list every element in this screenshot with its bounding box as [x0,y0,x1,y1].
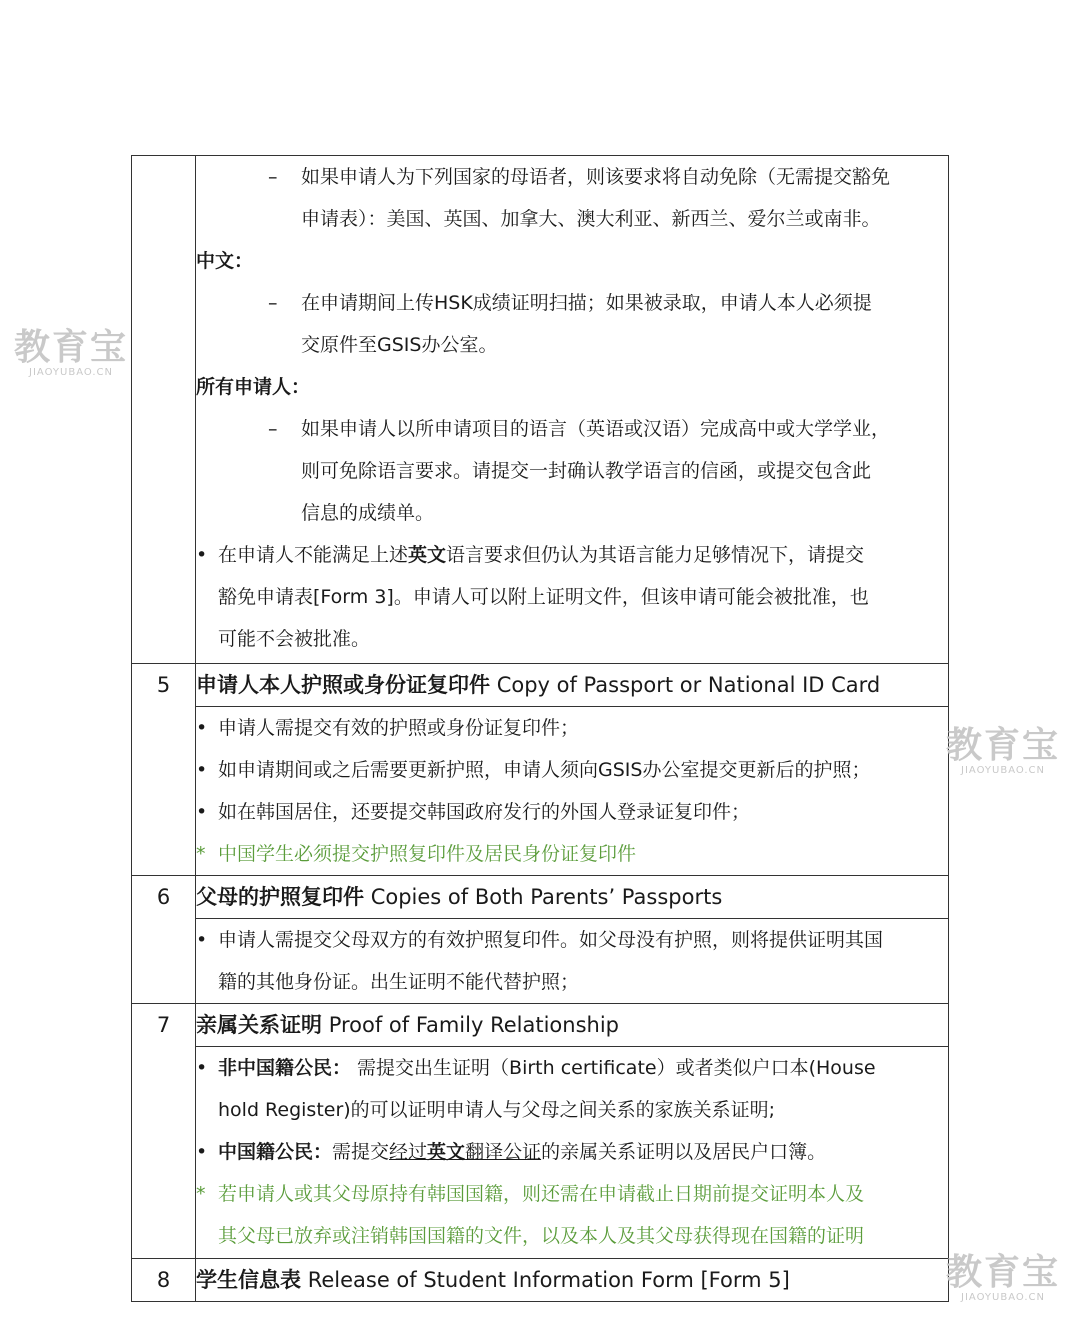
table-row-7-header [132,1004,949,1047]
non-chinese-text-1: 需提交出生证明（Birth certificate）或者类似户口本(House [351,1057,876,1079]
chinese-label: 中国籍公民： [218,1141,333,1163]
native-speaker-line [196,156,948,198]
chinese-heading: 中文： [196,250,254,272]
table-row-6-header [132,876,949,919]
chinese-text-post: 的亲属关系证明以及居民户口簿。 [541,1141,827,1163]
row-7-content [196,1047,949,1259]
row-number-6: 6 [132,876,196,1004]
list-item [196,1047,948,1089]
note-item [196,833,948,875]
table-row-6-body [132,919,949,1004]
chinese-text-1: 在申请期间上传HSK成绩证明扫描；如果被录取，申请人本人必须提 [301,292,872,314]
underlined-text-2: 翻译公证 [465,1141,542,1163]
row-7-title-cn: 亲属关系证明 [196,1013,322,1037]
list-item [196,1131,948,1173]
row-6-title [196,876,949,919]
asterisk-marker: * [196,1183,206,1205]
passport-item-3: 如在韩国居住，还要提交韩国政府发行的外国人登录证复印件； [218,801,751,823]
row-5-content [196,707,949,876]
bullet-marker: • [196,1057,208,1079]
chinese-text-pre: 需提交 [332,1141,390,1163]
table-row-4-continued [132,156,949,664]
all-text-1: 如果申请人以所申请项目的语言（英语或汉语）完成高中或大学学业， [301,418,891,440]
dash-marker: – [268,418,278,440]
row-7-title [196,1004,949,1047]
table-row-5-body [132,707,949,876]
row-5-title-cn: 申请人本人护照或身份证复印件 [196,673,490,697]
row-4-content [196,156,949,664]
watermark-url: JIAOYUBAO.CN [961,1292,1045,1303]
row-7-title-en: Proof of Family Relationship [328,1013,619,1037]
bullet-marker: • [196,1141,208,1163]
bullet-marker: • [196,717,208,739]
all-applicants-heading: 所有申请人： [196,376,311,398]
passport-item-1: 申请人需提交有效的护照或身份证复印件； [218,717,580,739]
row-number-empty [132,156,196,664]
row-8-title [196,1259,949,1302]
waiver-text-pre: 在申请人不能满足上述 [218,544,409,566]
watermark-url: JIAOYUBAO.CN [961,765,1045,776]
table-row-7-body [132,1047,949,1259]
bullet-marker: • [196,759,208,781]
waiver-text-3: 可能不会被批准。 [218,628,371,650]
dash-marker: – [268,166,278,188]
row-6-title-cn: 父母的护照复印件 [196,885,364,909]
bullet-marker: • [196,929,208,951]
all-text-3: 信息的成绩单。 [301,502,435,524]
watermark-brand: 教育宝 [946,1252,1061,1293]
watermark-logo [946,725,1061,776]
note-item [196,1173,948,1215]
native-text-2: 申请表）：美国、英国、加拿大、澳大利亚、新西兰、爱尔兰或南非。 [301,208,881,230]
parents-item-2: 籍的其他身份证。出生证明不能代替护照； [218,971,580,993]
dash-marker: – [268,292,278,314]
row-8-title-cn: 学生信息表 [196,1268,301,1292]
waiver-bullet [196,534,948,576]
chinese-line [196,282,948,324]
list-item [196,919,948,961]
waiver-text-post: 语言要求但仍认为其语言能力足够情况下，请提交 [446,544,865,566]
watermark-logo [14,327,129,378]
row-number-5: 5 [132,664,196,876]
row-6-title-en: Copies of Both Parents’ Passports [370,885,723,909]
watermark-brand: 教育宝 [946,725,1061,766]
parents-item-1: 申请人需提交父母双方的有效护照复印件。如父母没有护照，则将提供证明其国 [218,929,884,951]
list-item [196,749,948,791]
row-8-title-en: Release of Student Information Form [Form 5] [307,1268,790,1292]
watermark-logo [946,1252,1061,1303]
korean-note-1: 若申请人或其父母原持有韩国国籍，则还需在申请截止日期前提交证明本人及 [218,1183,865,1205]
asterisk-marker: * [196,843,206,865]
row-6-content [196,919,949,1004]
bullet-marker: • [196,544,208,566]
non-chinese-text-2: hold Register)的可以证明申请人与父母之间关系的家族关系证明; [218,1099,776,1121]
list-item [196,707,948,749]
non-chinese-label: 非中国籍公民： [218,1057,352,1079]
passport-note: 中国学生必须提交护照复印件及居民身份证复印件 [218,843,637,865]
row-5-title [196,664,949,707]
waiver-text-bold: 英文 [408,544,447,566]
all-text-2: 则可免除语言要求。请提交一封确认教学语言的信函，或提交包含此 [301,460,872,482]
requirements-table [131,155,949,1302]
native-text-1: 如果申请人为下列国家的母语者，则该要求将自动免除（无需提交豁免 [301,166,891,188]
row-number-7: 7 [132,1004,196,1259]
korean-note-2: 其父母已放弃或注销韩国国籍的文件，以及本人及其父母获得现在国籍的证明 [218,1225,865,1247]
underlined-phrase [389,1141,541,1163]
watermark-url: JIAOYUBAO.CN [29,367,113,378]
chinese-text-2: 交原件至GSIS办公室。 [301,334,498,356]
row-5-title-en: Copy of Passport or National ID Card [496,673,881,697]
underlined-text-bold: 英文 [427,1141,466,1163]
passport-item-2: 如申请期间或之后需要更新护照，申请人须向GSIS办公室提交更新后的护照； [218,759,871,781]
underlined-text-1: 经过 [389,1141,428,1163]
row-number-8: 8 [132,1259,196,1302]
waiver-text-2: 豁免申请表[Form 3]。申请人可以附上证明文件，但该申请可能会被批准，也 [218,586,869,608]
bullet-marker: • [196,801,208,823]
list-item [196,791,948,833]
table-row-5-header [132,664,949,707]
all-applicants-line [196,408,948,450]
table-row-8 [132,1259,949,1302]
watermark-brand: 教育宝 [14,327,129,368]
